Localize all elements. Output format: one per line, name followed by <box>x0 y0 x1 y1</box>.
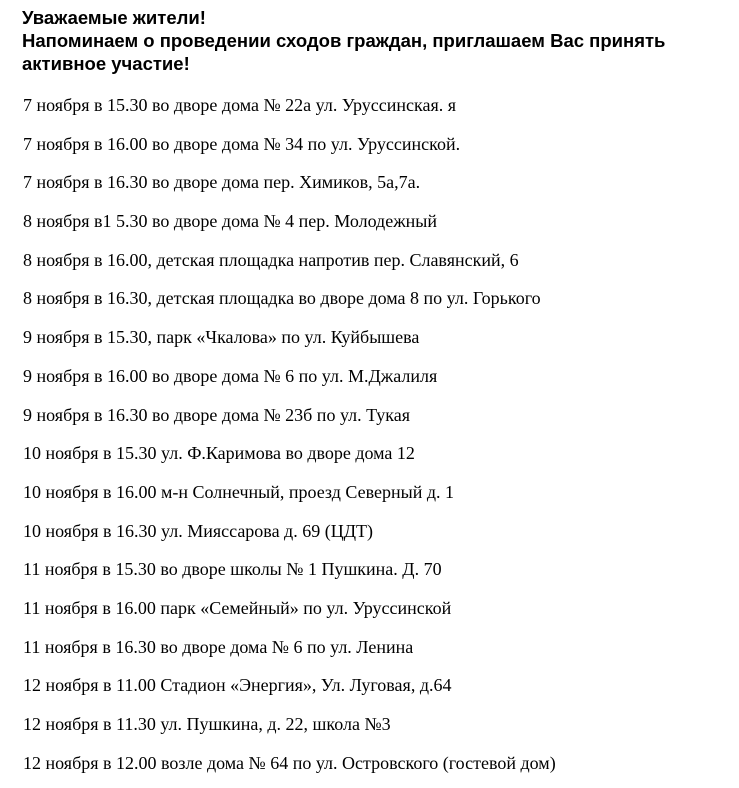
schedule-item: 7 ноября в 16.30 во дворе дома пер. Химиков, 5а,7а. <box>23 172 421 193</box>
schedule-item: 7 ноября в 16.00 во дворе дома № 34 по ул. Уруссинской. <box>23 133 461 154</box>
schedule-item: 11 ноября в 15.30 во дворе школы № 1 Пушкина. Д. 70 <box>23 559 442 580</box>
schedule-item: 9 ноября в 16.00 во дворе дома № 6 по ул. М.Джалиля <box>23 365 438 386</box>
schedule-item: 7 ноября в 15.30 во дворе дома № 22а ул. Уруссинская. я <box>23 95 457 115</box>
schedule-item: 8 ноября в1 5.30 во дворе дома № 4 пер. Молодежный <box>23 211 437 232</box>
schedule-item: 12 ноября в 11.00 Стадион «Энергия», Ул. Луговая, д.64 <box>23 675 452 696</box>
schedule-item: 10 ноября в 15.30 ул. Ф.Каримова во дворе дома 12 <box>23 443 415 464</box>
header-greeting: Уважаемые жители! <box>22 7 206 28</box>
schedule-item: 8 ноября в 16.00, детская площадка напротив пер. Славянский, 6 <box>23 249 519 270</box>
schedule-item: 11 ноября в 16.30 во дворе дома № 6 по ул. Ленина <box>23 636 414 657</box>
meeting-schedule-list <box>23 92 723 788</box>
schedule-item: 8 ноября в 16.30, детская площадка во дворе дома 8 по ул. Горького <box>23 288 541 309</box>
schedule-item: 10 ноября в 16.30 ул. Мияссарова д. 69 (ЦДТ) <box>23 520 373 541</box>
schedule-item: 9 ноября в 16.30 во дворе дома № 23б по ул. Тукая <box>23 404 410 425</box>
schedule-item: 11 ноября в 16.00 парк «Семейный» по ул. Уруссинской <box>23 597 452 618</box>
header-announcement: Напоминаем о проведении сходов граждан, приглашаем Вас принять <box>22 30 666 51</box>
schedule-item: 9 ноября в 15.30, парк «Чкалова» по ул. Куйбышева <box>23 327 420 348</box>
schedule-item: 12 ноября в 12.00 возле дома № 64 по ул. Островского (гостевой дом) <box>23 752 556 773</box>
schedule-item: 10 ноября в 16.00 м-н Солнечный, проезд Северный д. 1 <box>23 481 454 502</box>
notice-header <box>22 6 732 75</box>
header-call-to-action: активное участие! <box>22 53 190 74</box>
schedule-item: 12 ноября в 11.30 ул. Пушкина, д. 22, школа №3 <box>23 714 391 734</box>
